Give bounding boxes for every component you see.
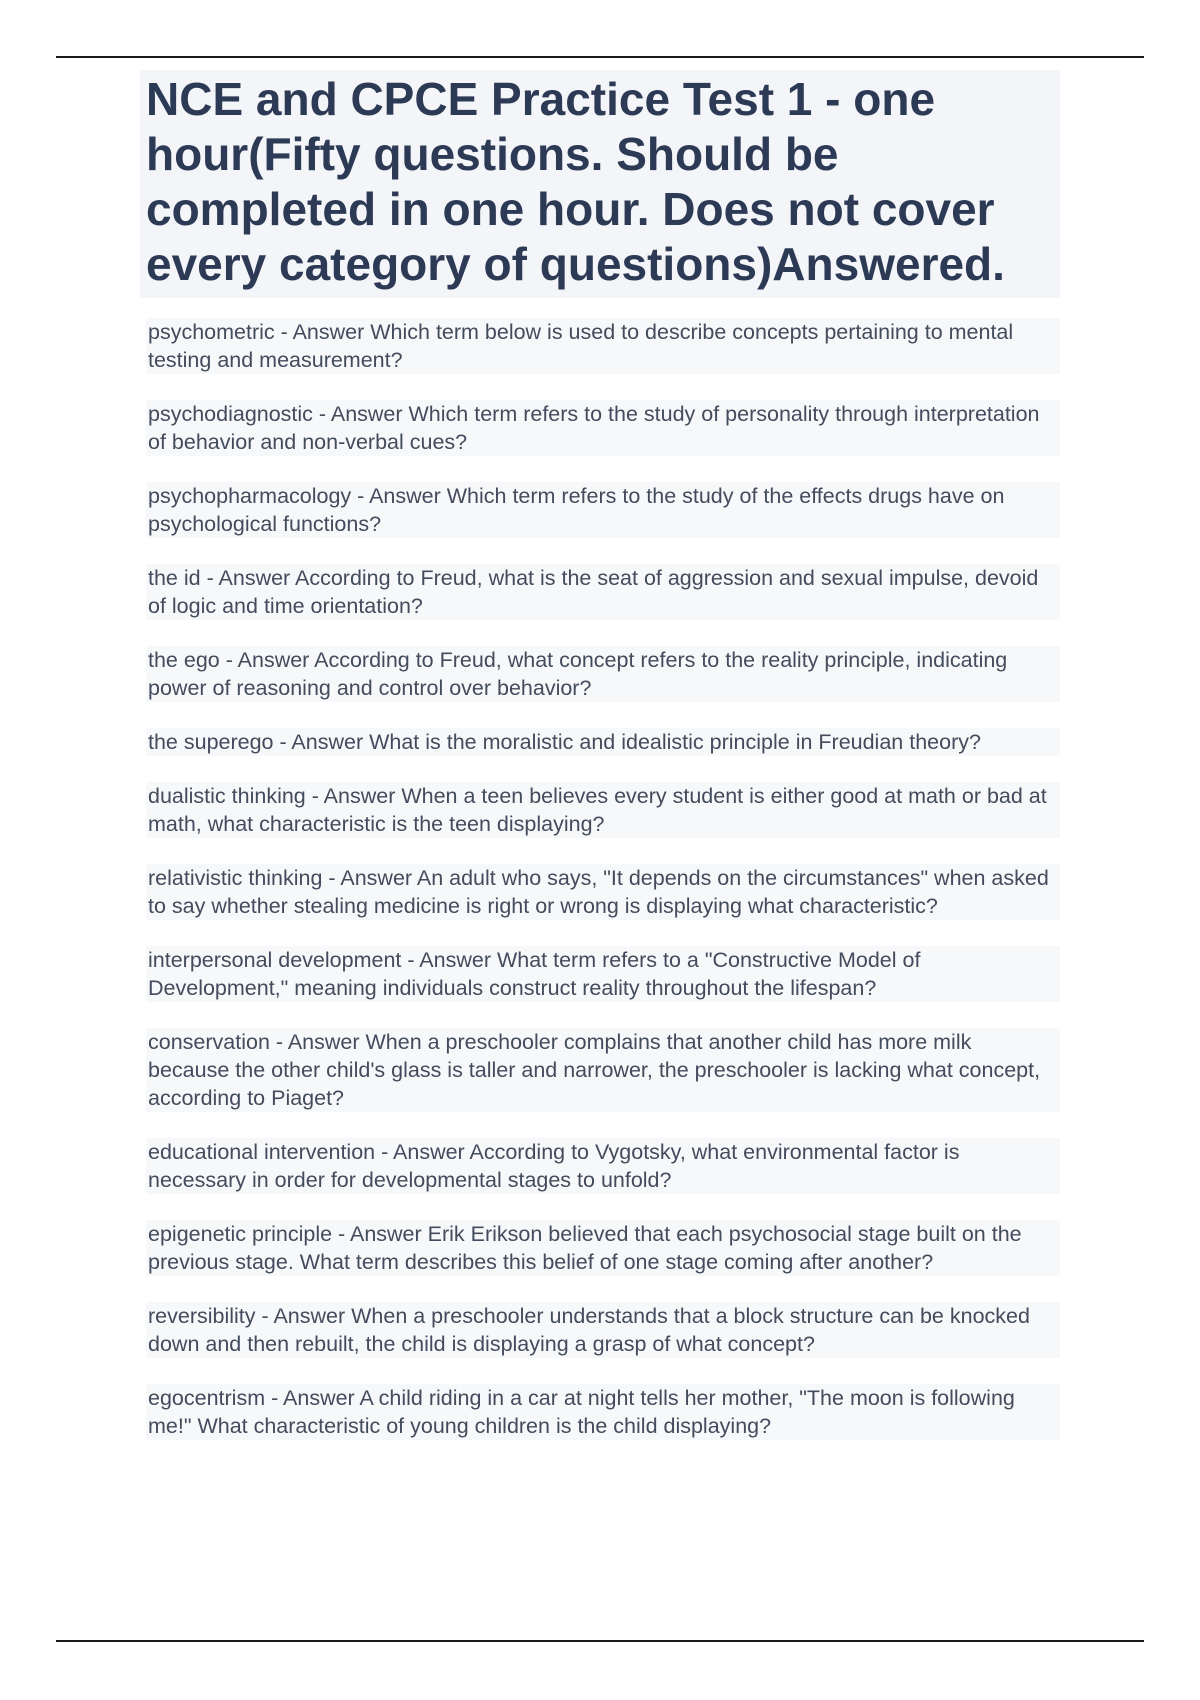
qa-item: conservation - Answer When a preschooler complains that another child has more milk because the other child's glass is taller and narrower, the preschooler is lacking what concept, according to Piaget? (146, 1028, 1060, 1112)
qa-item: psychodiagnostic - Answer Which term refers to the study of personality through interpretation of behavior and non-verbal cues? (146, 400, 1060, 456)
document-title: NCE and CPCE Practice Test 1 - one hour(Fifty questions. Should be completed in one hour. Does not cover every category of questions)Answered. (140, 70, 1060, 298)
qa-item: psychometric - Answer Which term below is used to describe concepts pertaining to mental testing and measurement? (146, 318, 1060, 374)
qa-item: psychopharmacology - Answer Which term refers to the study of the effects drugs have on psychological functions? (146, 482, 1060, 538)
qa-item: interpersonal development - Answer What term refers to a "Constructive Model of Development," meaning individuals construct reality throughout the lifespan? (146, 946, 1060, 1002)
bottom-rule (56, 1640, 1144, 1642)
qa-item: relativistic thinking - Answer An adult who says, "It depends on the circumstances" when asked to say whether stealing medicine is right or wrong is displaying what characteristic? (146, 864, 1060, 920)
qa-item: the id - Answer According to Freud, what is the seat of aggression and sexual impulse, devoid of logic and time orientation? (146, 564, 1060, 620)
top-rule (56, 56, 1144, 58)
page-content (140, 70, 1060, 1466)
qa-item: educational intervention - Answer According to Vygotsky, what environmental factor is necessary in order for developmental stages to unfold? (146, 1138, 1060, 1194)
qa-list (140, 318, 1060, 1440)
qa-item: epigenetic principle - Answer Erik Erikson believed that each psychosocial stage built on the previous stage. What term describes this belief of one stage coming after another? (146, 1220, 1060, 1276)
qa-item: egocentrism - Answer A child riding in a car at night tells her mother, "The moon is following me!" What characteristic of young children is the child displaying? (146, 1384, 1060, 1440)
qa-item: reversibility - Answer When a preschooler understands that a block structure can be knocked down and then rebuilt, the child is displaying a grasp of what concept? (146, 1302, 1060, 1358)
qa-item: dualistic thinking - Answer When a teen believes every student is either good at math or bad at math, what characteristic is the teen displaying? (146, 782, 1060, 838)
qa-item: the superego - Answer What is the moralistic and idealistic principle in Freudian theory? (146, 728, 1060, 756)
qa-item: the ego - Answer According to Freud, what concept refers to the reality principle, indicating power of reasoning and control over behavior? (146, 646, 1060, 702)
